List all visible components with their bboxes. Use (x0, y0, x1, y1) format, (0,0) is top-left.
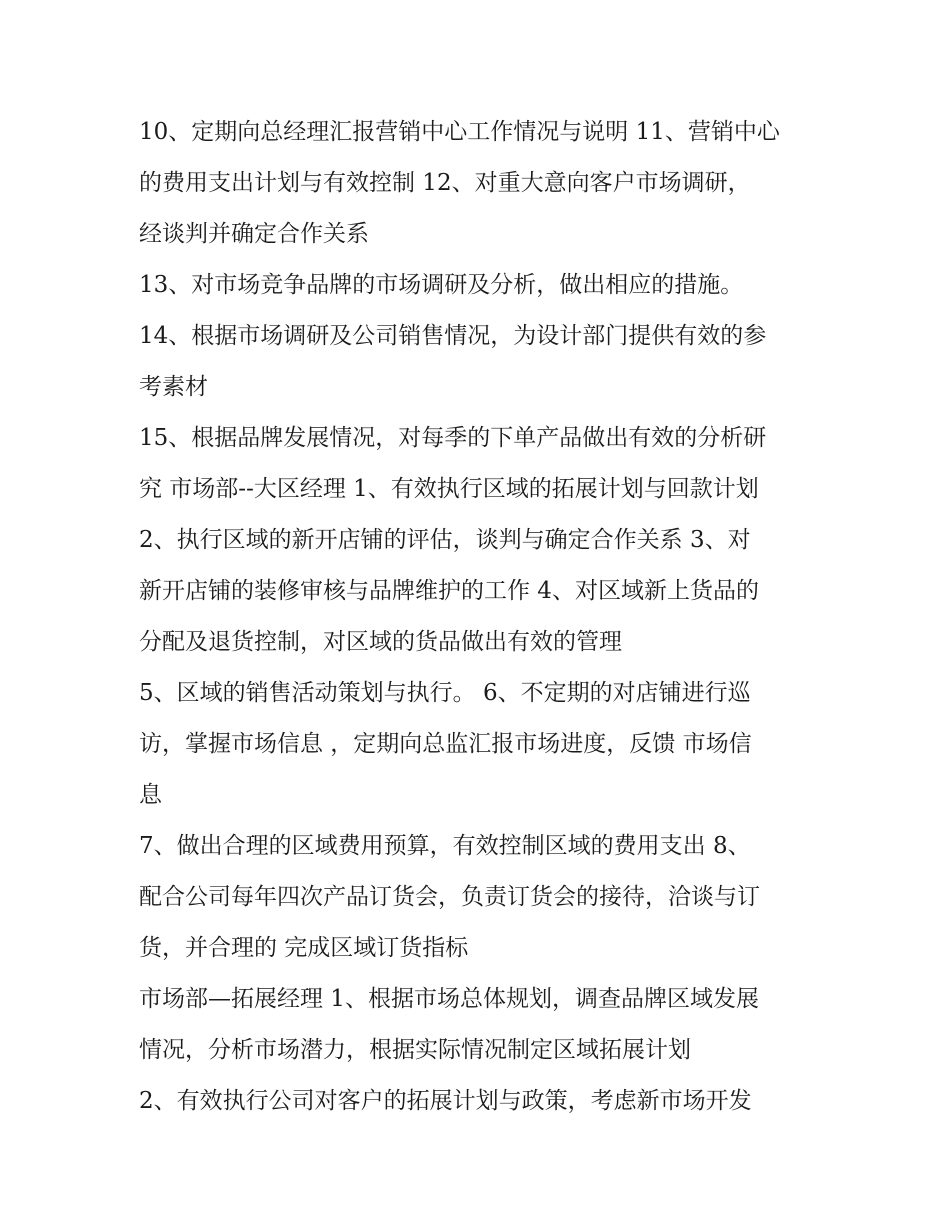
document-body (139, 107, 819, 1127)
text-line: 市场部—拓展经理 1、根据市场总体规划，调查品牌区域发展 (139, 986, 759, 1012)
text-line: 的费用支出计划与有效控制 12、对重大意向客户市场调研， (139, 170, 751, 196)
text-line: 5、区域的销售活动策划与执行。 6、不定期的对店铺进行巡 (139, 680, 751, 706)
text-line: 7、做出合理的区域费用预算，有效控制区域的费用支出 8、 (139, 833, 751, 859)
text-line: 分配及退货控制，对区域的货品做出有效的管理 (139, 629, 622, 655)
text-line: 访，掌握市场信息 ，定期向总监汇报市场进度，反馈 市场信 (139, 731, 752, 757)
text-line: 15、根据品牌发展情况，对每季的下单产品做出有效的分析研 (139, 425, 767, 451)
text-line: 情况，分析市场潜力，根据实际情况制定区域拓展计划 (139, 1037, 691, 1063)
text-line: 2、有效执行公司对客户的拓展计划与政策，考虑新市场开发 (139, 1088, 752, 1114)
text-line: 究 市场部--大区经理 1、有效执行区域的拓展计划与回款计划 (139, 476, 759, 502)
text-line: 考素材 (139, 374, 208, 400)
text-line: 经谈判并确定合作关系 (139, 221, 369, 247)
text-line: 配合公司每年四次产品订货会，负责订货会的接待，洽谈与订 (139, 884, 760, 910)
text-line: 2、执行区域的新开店铺的评估，谈判与确定合作关系 3、对 (139, 527, 751, 553)
text-line: 14、根据市场调研及公司销售情况，为设计部门提供有效的参 (139, 323, 767, 349)
text-line: 13、对市场竞争品牌的市场调研及分析，做出相应的措施。 (139, 272, 744, 298)
text-line: 新开店铺的装修审核与品牌维护的工作 4、对区域新上货品的 (139, 578, 759, 604)
text-line: 10、定期向总经理汇报营销中心工作情况与说明 11、营销中心 (139, 119, 780, 145)
text-line: 货，并合理的 完成区域订货指标 (139, 935, 469, 961)
text-line: 息 (139, 782, 162, 808)
